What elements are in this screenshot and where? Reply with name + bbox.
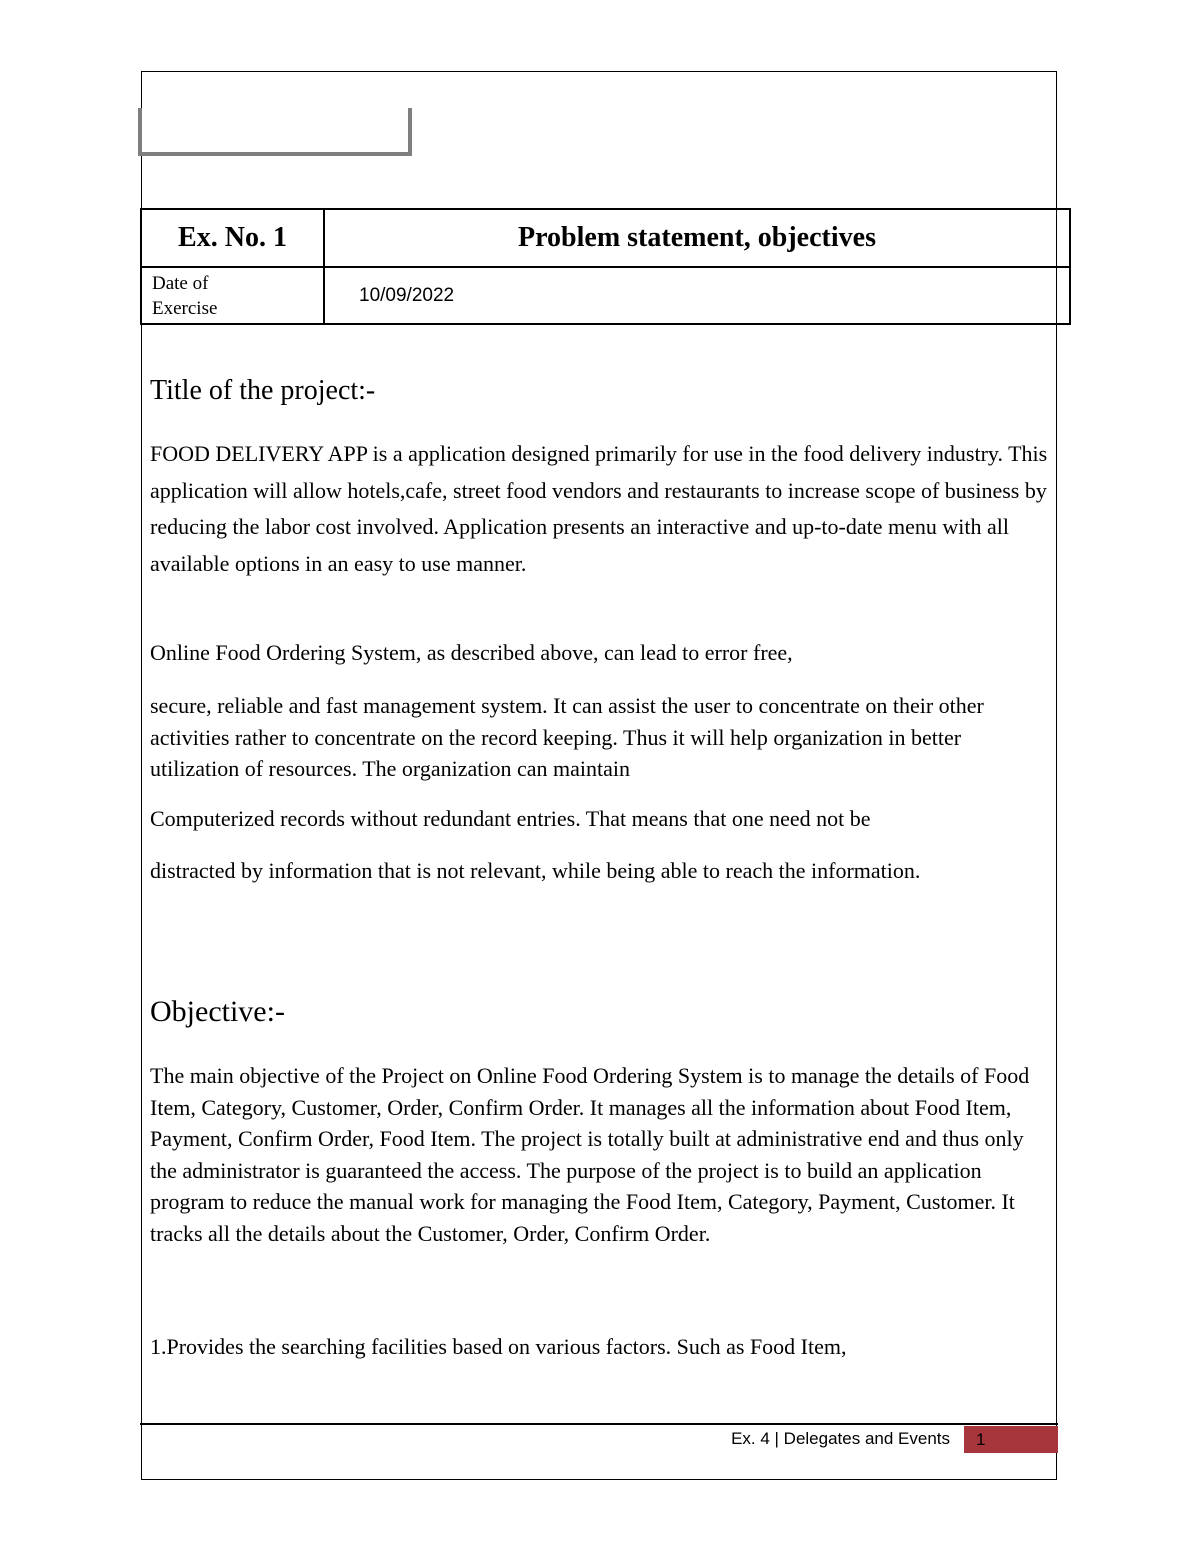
- footer-divider: [140, 1423, 1058, 1425]
- header-decoration: [138, 108, 412, 156]
- intro-paragraph: FOOD DELIVERY APP is a application designed primarily for use in the food delivery industry. This application will allow hotels,cafe, street food vendors and restaurants to increase scope of business by reducing the labor cost involved. Application presents an interactive and up-to-date menu with all available options in an easy to use manner.: [150, 441, 1048, 576]
- exercise-header-table: [140, 208, 1071, 325]
- paragraph-2: Online Food Ordering System, as described above, can lead to error free,: [150, 640, 793, 665]
- date-label-line-2: Exercise: [152, 297, 218, 319]
- paragraph-4: Computerized records without redundant entries. That means that one need not be: [150, 806, 871, 831]
- objective-heading: Objective:-: [150, 995, 285, 1028]
- exercise-number: Ex. No. 1: [141, 209, 324, 267]
- date-label-line-1: Date of: [152, 272, 209, 294]
- footer-label: Ex. 4 | Delegates and Events: [731, 1429, 950, 1448]
- date-value: 10/09/2022: [324, 267, 1070, 324]
- page-number-badge: 1: [964, 1426, 1058, 1453]
- exercise-title: Problem statement, objectives: [324, 209, 1070, 267]
- objective-paragraph: The main objective of the Project on Online Food Ordering System is to manage the details of Food Item, Category, Customer, Order, Confirm Order. It manages all the information about Food Item, Payment, Confirm Order, Food Item. The project is totally built at administrative end and thus only the administrator is guaranteed the access. The purpose of the project is to build an application program to reduce the manual work for managing the Food Item, Category, Payment, Customer. It tracks all the details about the Customer, Order, Confirm Order.: [150, 1063, 1030, 1246]
- paragraph-3: secure, reliable and fast management system. It can assist the user to concentrate on their other activities rather to concentrate on the record keeping. Thus it will help organization in better utilization of resources. The organization can maintain: [150, 693, 984, 781]
- paragraph-5: distracted by information that is not relevant, while being able to reach the information.: [150, 858, 921, 883]
- project-title-heading: Title of the project:-: [150, 375, 376, 406]
- list-item-1: 1.Provides the searching facilities based on various factors. Such as Food Item,: [150, 1334, 847, 1359]
- date-label: [141, 267, 324, 324]
